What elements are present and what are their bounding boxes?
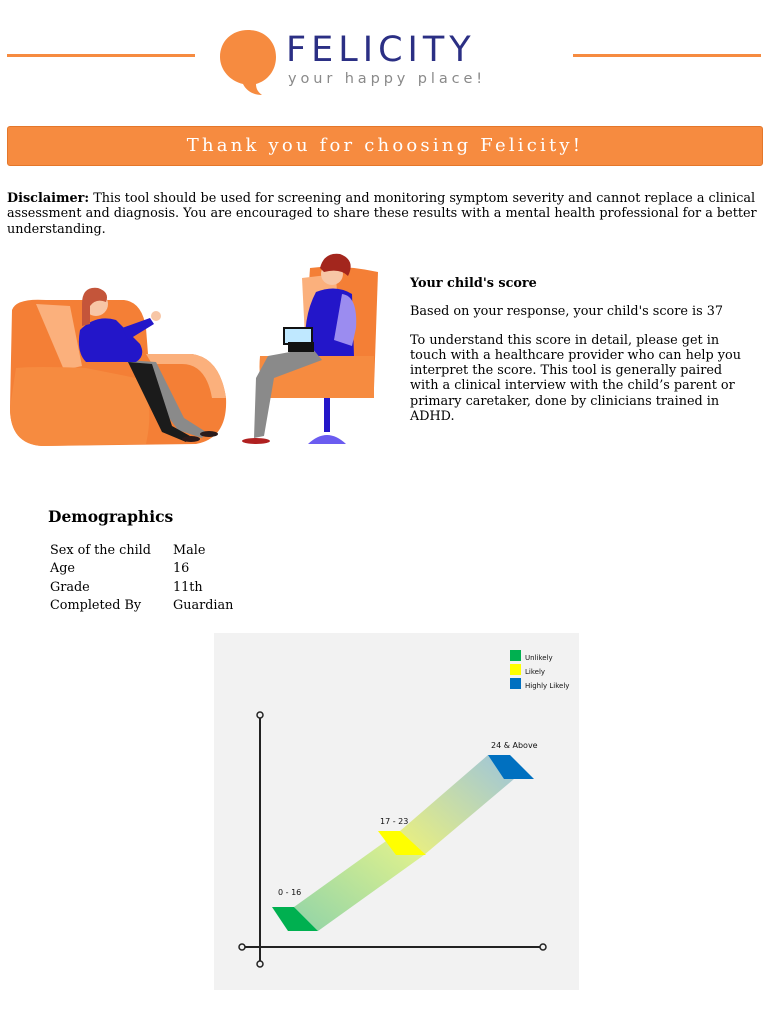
axis-end-marker [239,944,245,950]
score-explanation: To understand this score in detail, please get in touch with a healthcare provider who can help you interpret the score. This tool is generally paired with a clinical interview with the child’s parent or primary caretaker, done by clinicians trained in ADHD. [410,332,741,425]
chart-legend [510,650,569,690]
axis-end-marker [540,944,546,950]
child-score-section [410,276,750,424]
table-row [48,541,235,560]
brand-tagline: your happy place! [288,71,487,87]
demographic-value: 16 [173,561,190,577]
legend-swatch-highly-likely [510,678,521,689]
range-label-highly-likely: 24 & Above [491,741,538,750]
demographic-label: Completed By [50,598,142,614]
thank-you-banner: Thank you for choosing Felicity! [7,126,763,166]
demographic-value: Guardian [173,598,234,614]
demographic-label: Grade [50,579,90,595]
score-result: Based on your response, your child's score is 37 [410,304,723,320]
disclaimer-text: This tool should be used for screening and monitoring symptom severity and cannot replace a clinical assessment and diagnosis. You are encouraged to share these results with a mental health professional for a better understanding. [7,191,757,237]
table-row [48,597,235,616]
range-label-unlikely: 0 - 16 [278,888,302,897]
legend-swatch-unlikely [510,650,521,661]
page-header [0,0,768,110]
table-row [48,560,235,579]
demographic-value: 11th [173,579,203,595]
legend-label-highly-likely: Highly Likely [525,682,570,690]
score-scale-svg [214,633,579,990]
therapy-session-illustration-icon [6,248,386,452]
demographics-table [48,541,235,615]
scale-ramp [400,755,514,855]
axis-end-marker [257,961,263,967]
legend-label-unlikely: Unlikely [525,654,553,662]
score-scale-chart [214,633,579,990]
disclaimer-label: Disclaimer: [7,191,90,206]
disclaimer [7,191,763,237]
table-row [48,578,235,597]
score-title: Your child's score [410,276,537,291]
brand-name: FELICITY [286,30,476,70]
legend-label-likely: Likely [525,668,546,676]
legend-swatch-likely [510,664,521,675]
demographic-label: Age [50,561,76,577]
range-label-likely: 17 - 23 [380,817,409,826]
header-rule-left [7,54,195,57]
header-rule-right [573,54,761,57]
demographic-value: Male [173,542,206,558]
axis-end-marker [257,712,263,718]
demographics-title: Demographics [48,507,174,526]
demographic-label: Sex of the child [50,542,151,558]
speech-bubble-logo-icon [218,28,278,98]
